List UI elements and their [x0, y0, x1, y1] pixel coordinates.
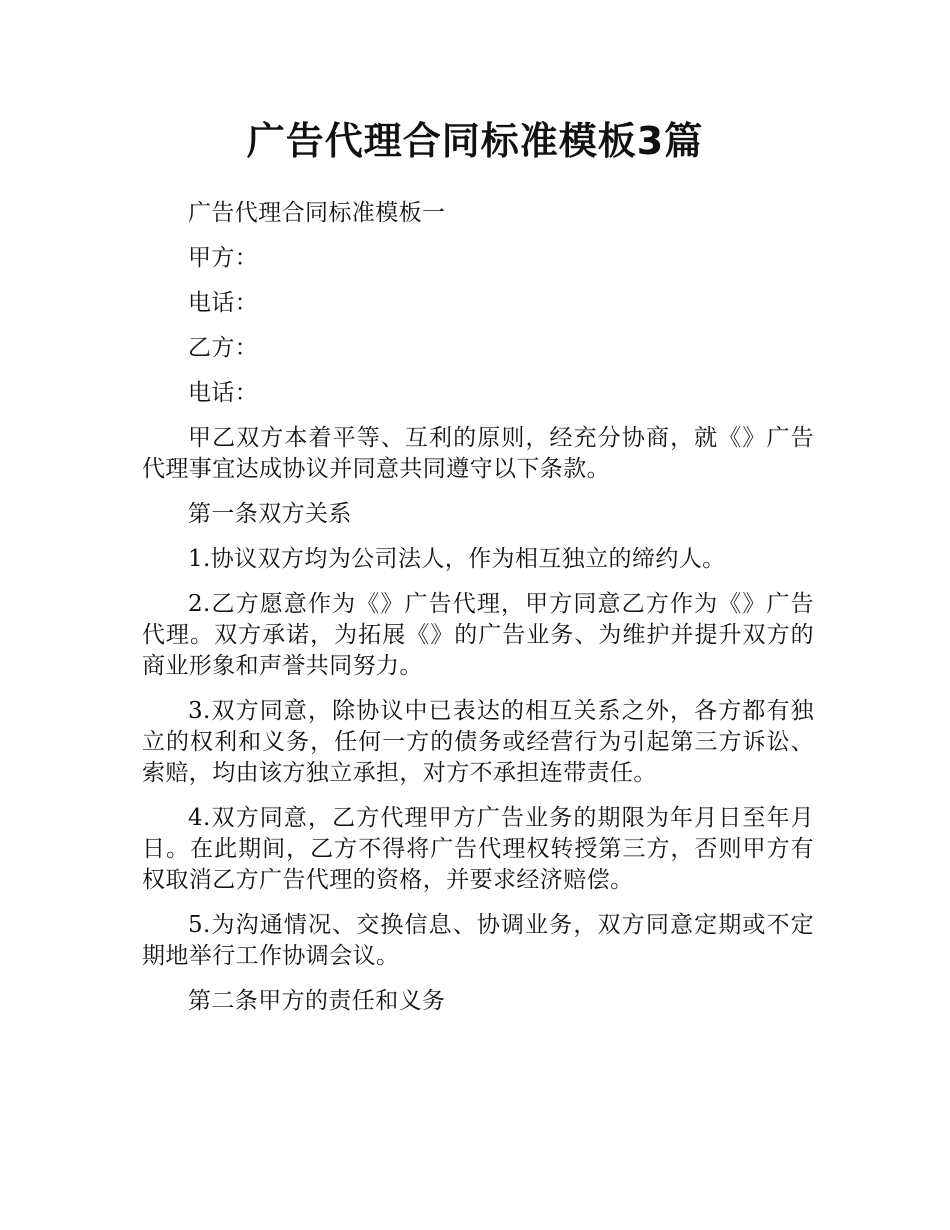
document-title: 广告代理合同标准模板3篇: [246, 119, 704, 163]
document-body: [142, 198, 814, 1031]
intro-paragraph: 甲乙双方本着平等、互利的原则，经充分协商，就《》广告代理事宜达成协议并同意共同遵守以下条款。: [142, 425, 814, 482]
clause-paragraph: 1.协议双方均为公司法人，作为相互独立的缔约人。: [188, 546, 726, 572]
clause-paragraph: 4.双方同意，乙方代理甲方广告业务的期限为年月日至年月日。在此期间，乙方不得将广告代理权转授第三方，否则甲方有权取消乙方广告代理的资格，并要求经济赔偿。: [142, 805, 814, 893]
party-a-field: 甲方：: [188, 245, 259, 271]
clause-paragraph: 3.双方同意，除协议中已表达的相互关系之外，各方都有独立的权利和义务，任何一方的债务或经营行为引起第三方诉讼、索赔，均由该方独立承担，对方不承担连带责任。: [142, 698, 814, 786]
clause-paragraph: 5.为沟通情况、交换信息、协调业务，双方同意定期或不定期地举行工作协调会议。: [142, 912, 814, 969]
party-a-phone-field: 电话：: [188, 290, 259, 316]
section-heading: 第一条双方关系: [188, 501, 352, 527]
subtitle-paragraph: 广告代理合同标准模板一: [188, 200, 446, 226]
clause-paragraph: 2.乙方愿意作为《》广告代理，甲方同意乙方作为《》广告代理。双方承诺，为拓展《》的广告业务、为维护并提升双方的商业形象和声誉共同努力。: [142, 591, 814, 679]
party-b-phone-field: 电话：: [188, 380, 259, 406]
party-b-field: 乙方：: [188, 335, 259, 361]
section-heading: 第二条甲方的责任和义务: [188, 988, 446, 1014]
